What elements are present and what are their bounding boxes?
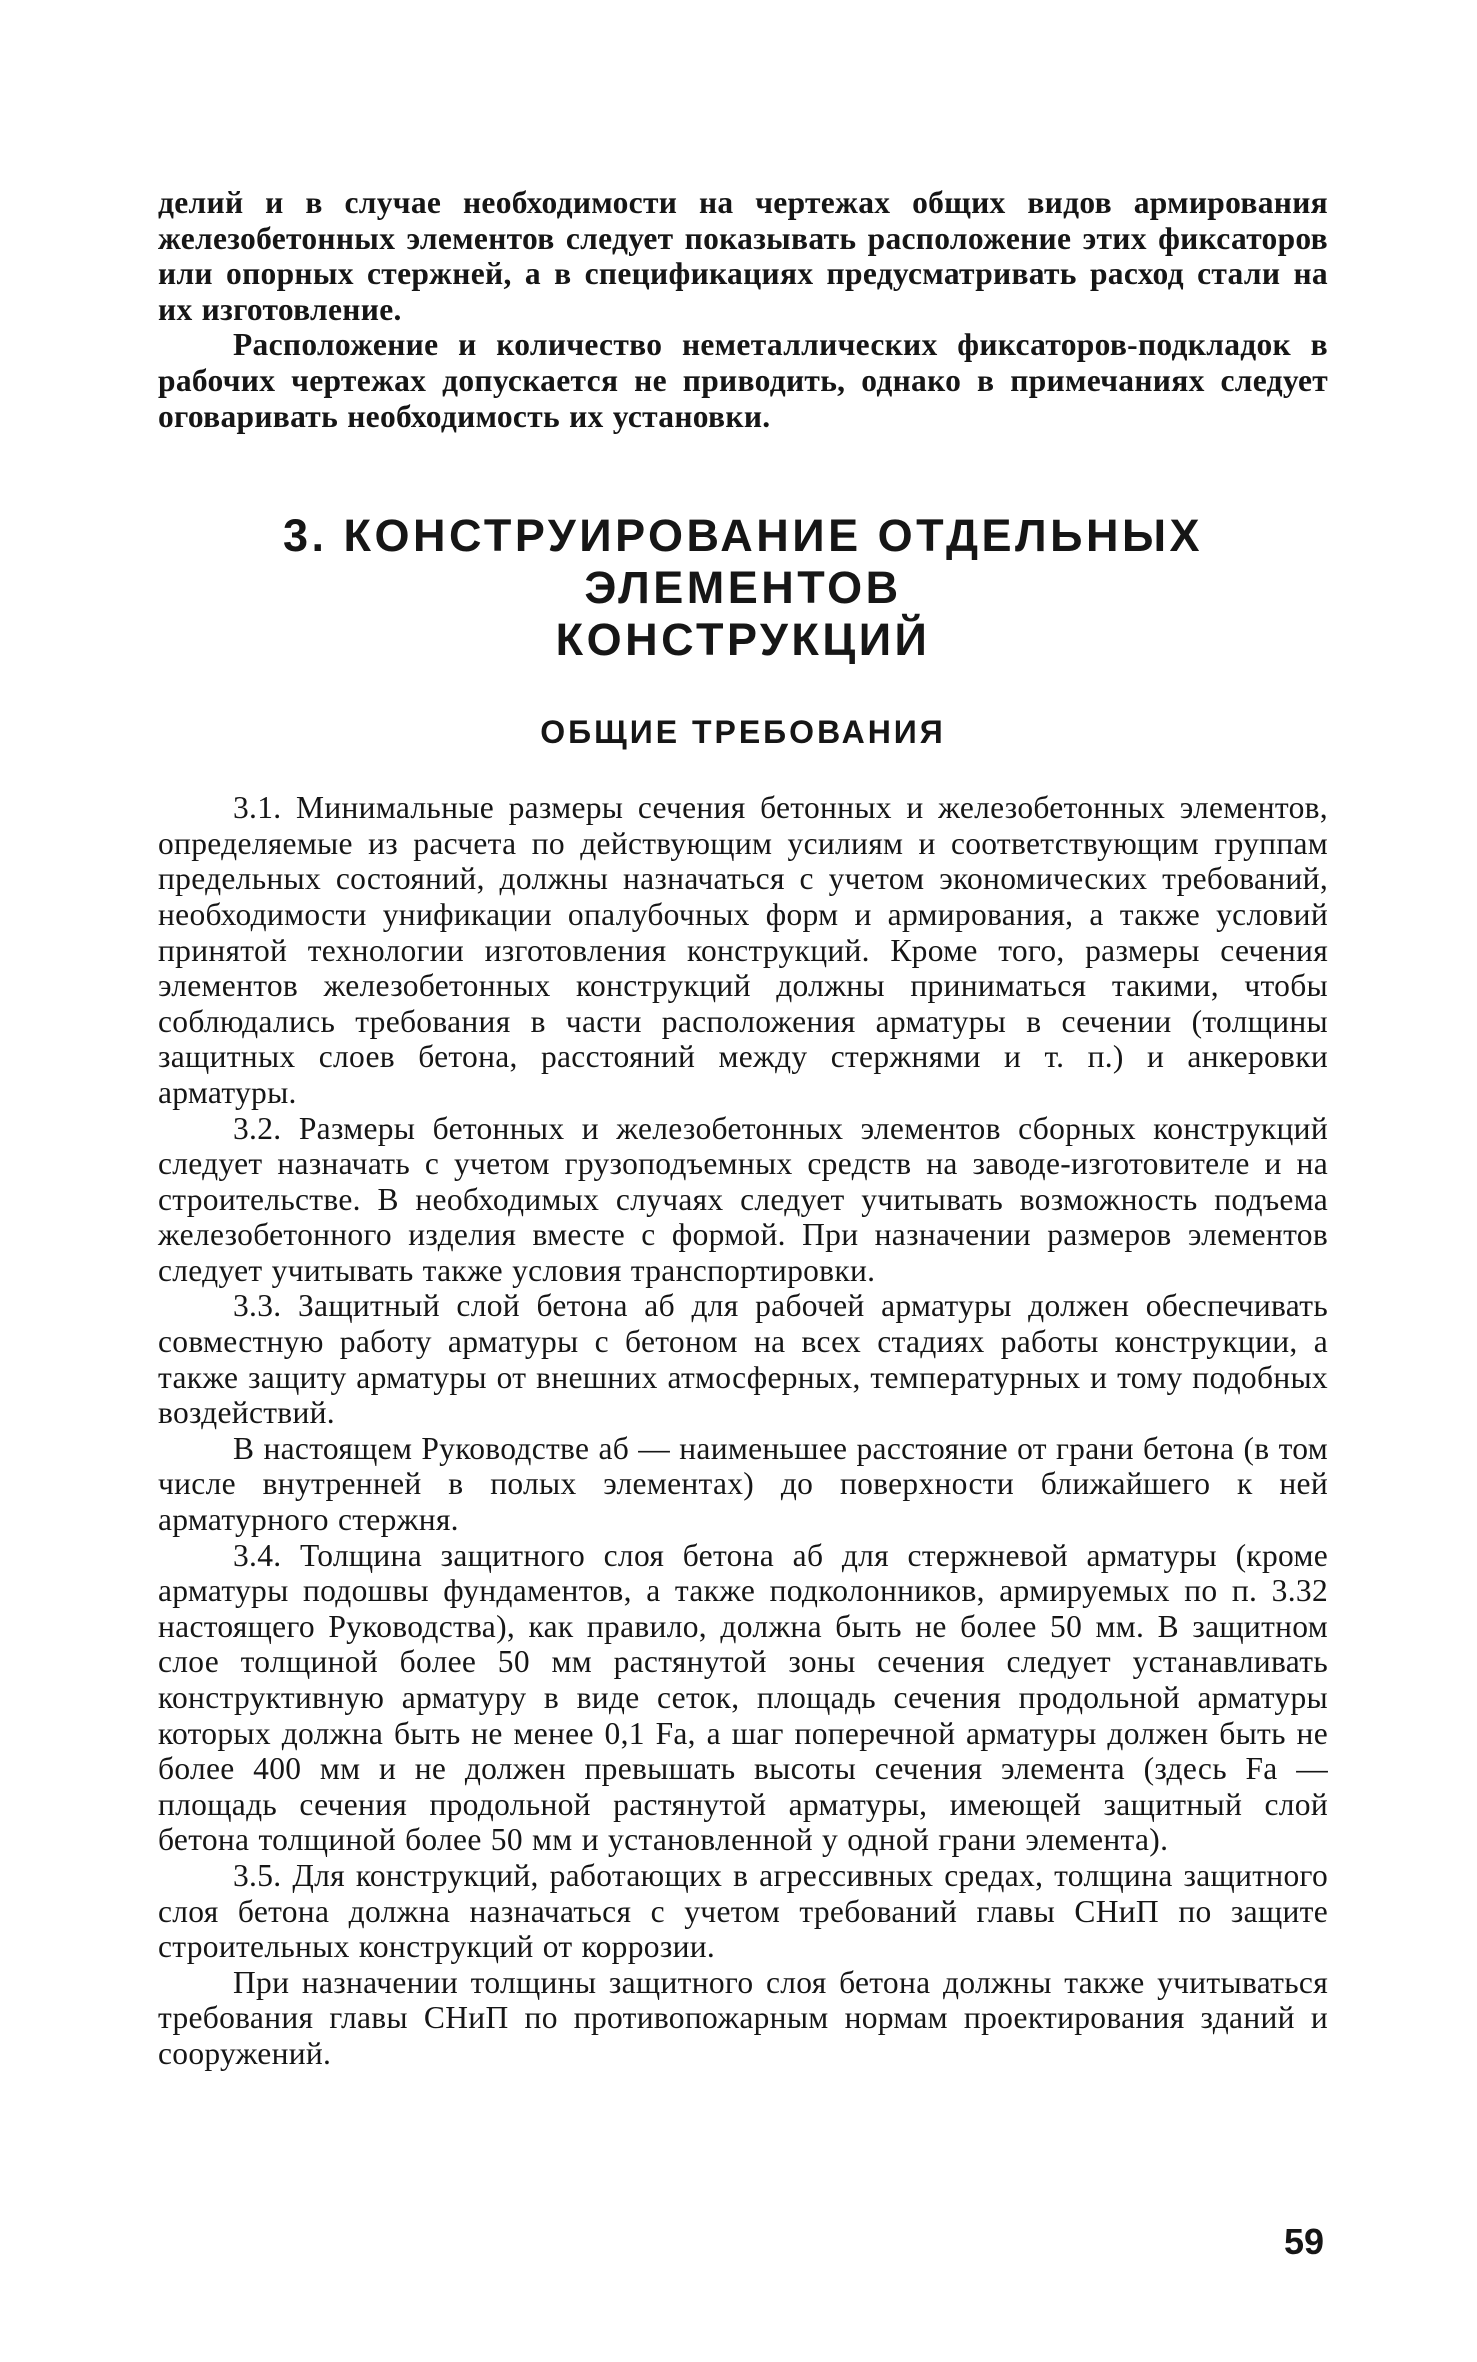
paragraph-3-5: 3.5. Для конструкций, работающих в агрессивных средах, толщина защитного слоя бетона должна назначаться с учетом требований главы СНиП по защите строительных конструкций от коррозии.: [158, 1857, 1328, 1965]
paragraph-3-2: 3.2. Размеры бетонных и железобетонных элементов сборных конструкций следует назначать с учетом грузоподъемных средств на заводе-изготовителе и на строительстве. В необходимых случаях следует учитывать возможность подъема железобетонного изделия вместе с формой. При назначении размеров элементов следует учитывать также условия транспортировки.: [158, 1110, 1328, 1288]
intro-paragraph-fixators: Расположение и количество неметаллических фиксаторов-подкладок в рабочих чертежах допускается не приводить, однако в примечаниях следует оговаривать необходимость их установки.: [158, 327, 1328, 434]
subsection-title: ОБЩИЕ ТРЕБОВАНИЯ: [540, 714, 946, 751]
paragraph-3-5-fire: При назначении толщины защитного слоя бетона должны также учитываться требования главы СНиП по противопожарным нормам проектирования зданий и сооружений.: [158, 1964, 1328, 2071]
section-title: [158, 510, 1328, 666]
section-title-line-1: 3. КОНСТРУИРОВАНИЕ ОТДЕЛЬНЫХ ЭЛЕМЕНТОВ: [282, 510, 1204, 614]
paragraph-3-3-definition: В настоящем Руководстве aб — наименьшее расстояние от грани бетона (в том числе внутренней в полых элементах) до поверхности ближайшего к ней арматурного стержня.: [158, 1430, 1328, 1538]
paragraph-3-4: 3.4. Толщина защитного слоя бетона aб для стержневой арматуры (кроме арматуры подошвы фундаментов, а также подколонников, армируемых по п. 3.32 настоящего Руководства), как правило, должна быть не более 50 мм. В защитном слое толщиной более 50 мм растянутой зоны сечения следует устанавливать конструктивную арматуру в виде сеток, площадь сечения продольной арматуры которых должна быть не менее 0,1 Fа, а шаг поперечной арматуры должен быть не более 400 мм и не должен превышать высоты сечения элемента (здесь Fа — площадь сечения продольной растянутой арматуры, имеющей защитный слой бетона толщиной более 50 мм и установленной у одной грани элемента).: [158, 1537, 1328, 1858]
page-number: 59: [1284, 2221, 1325, 2262]
paragraph-3-1: 3.1. Минимальные размеры сечения бетонных и железобетонных элементов, определяемые из расчета по действующим усилиям и соответствующим группам предельных состояний, должны назначаться с учетом экономических требований, необходимости унификации опалубочных форм и армирования, а также условий принятой технологии изготовления конструкций. Кроме того, размеры сечения элементов железобетонных конструкций должны приниматься такими, чтобы соблюдались требования в части расположения арматуры в сечении (толщины защитных слоев бетона, расстояний между стержнями и т. п.) и анкеровки арматуры.: [158, 790, 1328, 1110]
section-title-line-2: КОНСТРУКЦИЙ: [555, 614, 931, 666]
paragraph-3-3: 3.3. Защитный слой бетона aб для рабочей арматуры должен обеспечивать совместную работу арматуры с бетоном на всех стадиях работы конструкции, а также защиту арматуры от внешних атмосферных, температурных и тому подобных воздействий.: [158, 1288, 1328, 1431]
document-page: [158, 185, 1328, 2072]
intro-paragraph-continued: делий и в случае необходимости на чертежах общих видов армирования железобетонных элементов следует показывать расположение этих фиксаторов или опорных стержней, а в спецификациях предусматривать расход стали на их изготовление.: [158, 185, 1328, 327]
